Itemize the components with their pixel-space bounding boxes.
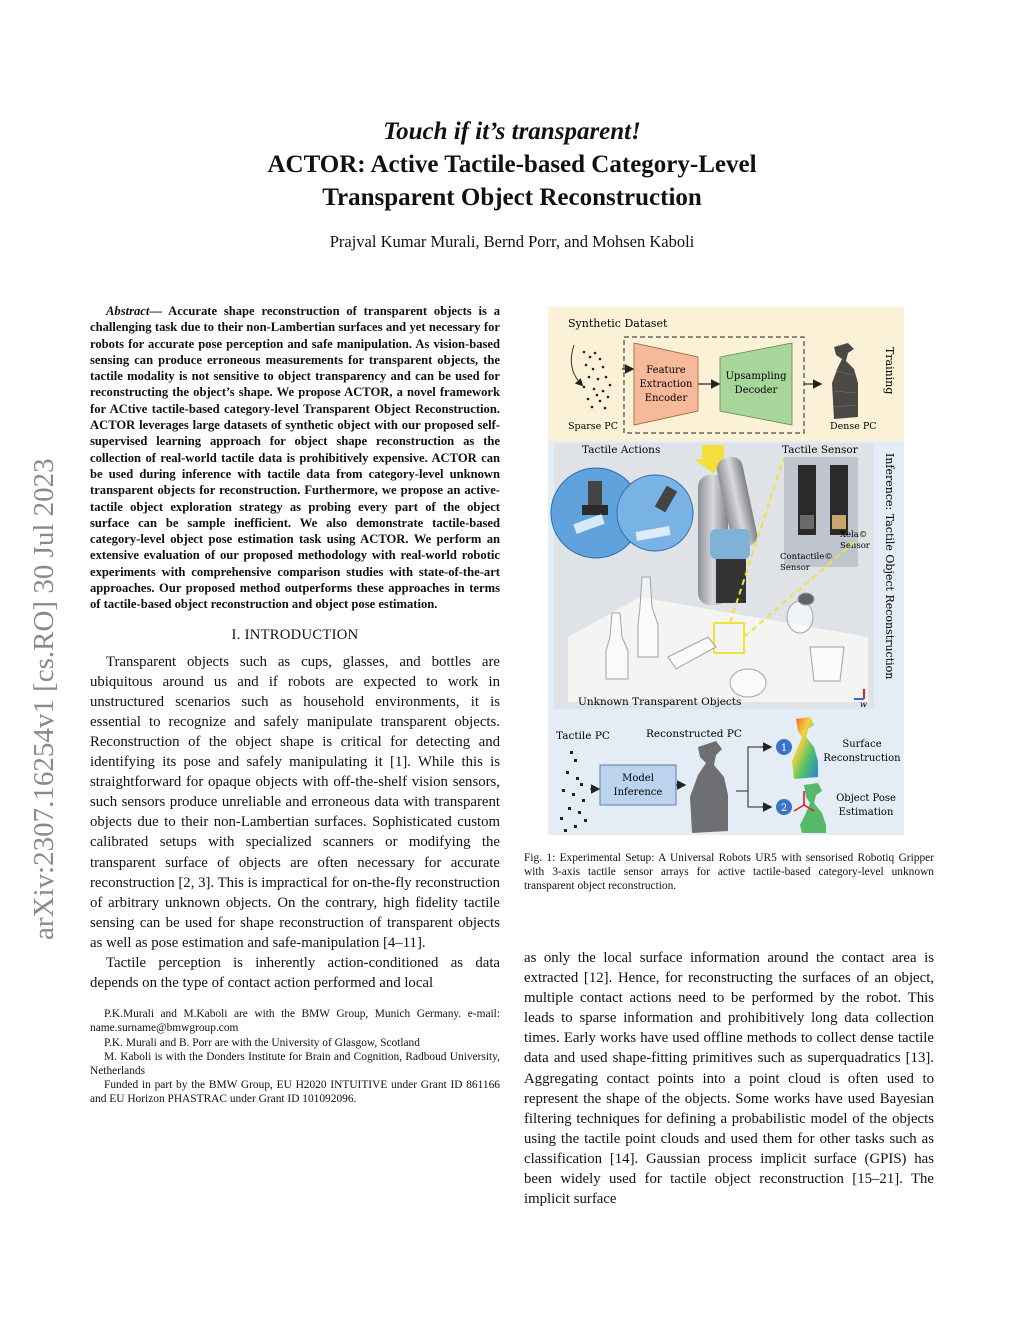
surface-label-1: Surface <box>842 739 882 750</box>
tactile-pc-label: Tactile PC <box>556 730 610 742</box>
encoder-label-3: Encoder <box>644 393 688 404</box>
tactile-actions-label: Tactile Actions <box>582 444 661 456</box>
arxiv-sidebar-id: arXiv:2307.16254v1 [cs.RO] 30 Jul 2023 <box>28 458 60 940</box>
surface-label-2: Reconstruction <box>823 753 901 764</box>
xela-sensor-label: Xela© <box>840 530 868 540</box>
pose-label-2: Estimation <box>838 807 894 818</box>
abstract-label: Abstract <box>106 304 150 318</box>
intro-body-left <box>90 652 500 994</box>
step-1-number: 1 <box>780 743 788 754</box>
intro-paragraph-2: Tactile perception is inherently action-conditioned as data depends on the type of contact action performed and local <box>90 955 500 992</box>
decoder-label-2: Decoder <box>734 385 778 396</box>
footnote-funding: Funded in part by the BMW Group, EU H2020 INTUITIVE under Grant ID 861166 and EU Horizon PHASTRAC under Grant ID 101092096. <box>90 1079 500 1106</box>
title-line-3: Transparent Object Reconstruction <box>322 184 702 211</box>
inference-label: Inference: Tactile Object Reconstruction <box>883 453 896 680</box>
figure-1-caption: Fig. 1: Experimental Setup: A Universal Robots UR5 with sensorised Robotiq Gripper with 3-axis tactile sensor arrays for active tactile-based category-level unknown transparent object reconstruction. <box>524 852 934 893</box>
tactile-sensor-label: Tactile Sensor <box>782 444 858 456</box>
step-2-number: 2 <box>780 803 788 814</box>
title-line-2: ACTOR: Active Tactile-based Category-Level <box>267 151 757 178</box>
model-inference-block <box>600 765 676 805</box>
title-tagline: Touch if it’s transparent! <box>383 118 641 145</box>
section-heading-introduction: I. INTRODUCTION <box>231 626 359 643</box>
model-label-1: Model <box>622 773 654 784</box>
gripper <box>716 559 746 603</box>
reconstructed-pc-label: Reconstructed PC <box>646 728 742 740</box>
tactile-action-bubble-2 <box>617 475 693 551</box>
encoder-label-1: Feature <box>646 365 686 376</box>
world-frame-label: w <box>860 700 867 709</box>
footnote-affiliation-donders: M. Kaboli is with the Donders Institute for Brain and Cognition, Radboud University, Netherlands <box>90 1050 500 1078</box>
left-column <box>90 303 500 1107</box>
contactile-sensor-label: Contactile© <box>780 552 833 562</box>
synthetic-dataset-label: Synthetic Dataset <box>568 317 668 330</box>
abstract-text: — Accurate shape reconstruction of transparent objects is a challenging task due to their non-Lambertian surfaces and yet necessary for robots for accurate pose perception and safe manipulation. As vision-based sensing can produce erroneous measurements for transparent objects, the tactile modality is not sensitive to object transparency and can be used for reconstructing the object’s shape. We propose ACTOR, a novel framework for ACtive tactile-based category-level Transparent Object Reconstruction. ACTOR leverages large datasets of synthetic object with our proposed self-supervised learning approach for object shape reconstruction as the collection of real-world tactile data is prohibitively expensive. ACTOR can be used during inference with tactile data from category-level unknown transparent objects for reconstruction. Furthermore, we propose an active-tactile object exploration strategy as probing every part of the object surface can be sample inefficient. We also demonstrate tactile-based category-level object pose estimation task using ACTOR. We perform an extensive evaluation of our proposed methodology with real-world robotic experiments with comprehensive comparison studies with state-of-the-art approaches. Our proposed method outperforms these approaches in terms of tactile-based object reconstruction and object pose estimation. <box>90 304 500 612</box>
title-block <box>0 116 1024 252</box>
upsampling-decoder-block <box>720 343 792 425</box>
footnote-affiliation-glasgow: P.K. Murali and B. Porr are with the University of Glasgow, Scotland <box>104 1036 420 1049</box>
training-label: Training <box>883 347 896 395</box>
footnotes <box>90 1007 500 1106</box>
authors: Prajval Kumar Murali, Bernd Porr, and Mohsen Kaboli <box>329 232 695 251</box>
encoder-label-2: Extraction <box>639 379 693 390</box>
right-column <box>524 948 934 1209</box>
intro-body-right <box>524 948 934 1209</box>
sparse-pc-label: Sparse PC <box>568 421 618 432</box>
intro-paragraph-3: as only the local surface information around the contact area is extracted [12]. Hence, for reconstructing the surfaces of an object, multiple contact actions need to be performed by the robot. This leads to sparse information and prohibitively long data collection times. Early works have used offline methods to collect dense tactile data and used shape-fitting primitives such as superquadratics [13]. Aggregating contact points into a point cloud is often used to represent the shape of the objects. Some works have used Bayesian filtering techniques for defining a probabilistic model of the objects using the tactile point clouds and used them for other tasks such as classification [14]. Gaussian process implicit surface (GPIS) has been widely used for tactile object reconstruction [15–21]. The implicit surface <box>524 950 934 1208</box>
pose-label-1: Object Pose <box>836 793 896 804</box>
xela-sensor-word: Sensor <box>840 541 870 551</box>
decoder-label-1: Upsampling <box>725 371 787 382</box>
contactile-sensor-word: Sensor <box>780 563 810 573</box>
unknown-objects-label: Unknown Transparent Objects <box>578 696 742 708</box>
abstract <box>90 303 500 613</box>
model-label-2: Inference <box>613 787 663 798</box>
footnote-affiliation-bmw: P.K.Murali and M.Kaboli are with the BMW Group, Munich Germany. e-mail: name.surname@bmwgroup.com <box>90 1008 500 1035</box>
figure-1 <box>548 307 904 835</box>
intro-paragraph-1: Transparent objects such as cups, glasses, and bottles are ubiquitous around us and if robots are expected to work in unstructured scenarios such as household environments, it is essential to recognize and safely manipulate transparent objects. Reconstruction of the object shape is critical for detecting and identifying its pose and safely manipulating it [1]. While this is straightforward for opaque objects with off-the-shelf vision sensors, such sensors produce unreliable and erroneous data with transparent objects due to their non-Lambertian surfaces. Sophisticated custom calibrated setups with specialized scanners or modifying the transparent surface of objects are often necessary for accurate reconstruction [2, 3]. This is impractical for on-the-fly reconstruction of arbitrary unknown objects. On the contrary, high fidelity tactile sensing can be used for shape reconstruction of transparent objects as well as pose estimation and safe-manipulation [4–11]. <box>90 653 500 951</box>
dense-pc-label: Dense PC <box>830 421 877 432</box>
robot-joint-blue <box>710 529 750 559</box>
